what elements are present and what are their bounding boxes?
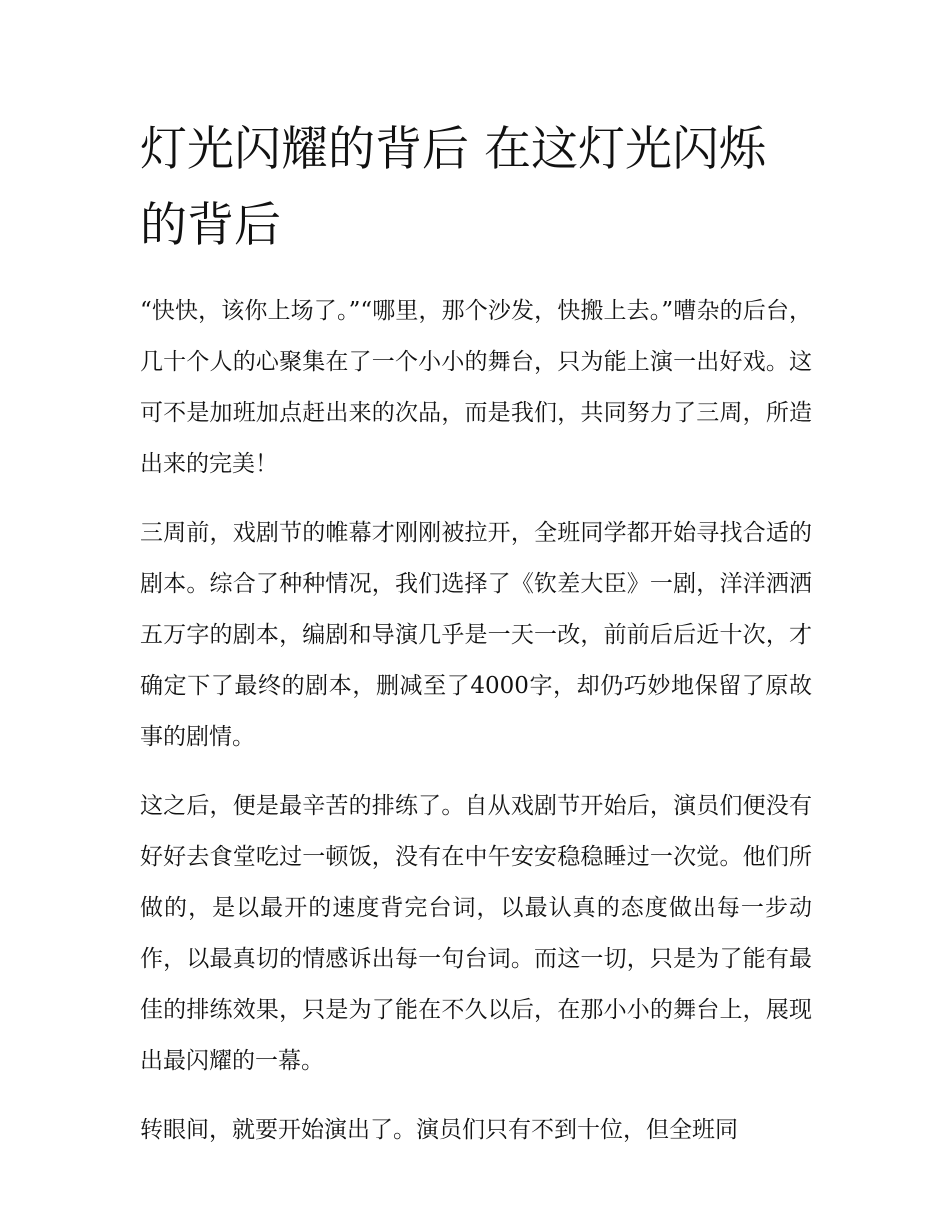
document-page	[140, 0, 812, 1156]
paragraph-3: 这之后，便是最辛苦的排练了。自从戏剧节开始后，演员们便没有好好去食堂吃过一顿饭，没有在中午安安稳稳睡过一次觉。他们所做的，是以最开的速度背完台词，以最认真的态度做出每一步动作，以最真切的情感诉出每一句台词。而这一切，只是为了能有最佳的排练效果，只是为了能在不久以后，在那小小的舞台上，展现出最闪耀的一幕。	[140, 793, 812, 1074]
paragraph-2: 三周前，戏剧节的帷幕才刚刚被拉开，全班同学都开始寻找合适的剧本。综合了种种情况，我们选择了《钦差大臣》一剧，洋洋洒洒五万字的剧本，编剧和导演几乎是一天一改，前前后后近十次，才确定下了最终的剧本，删减至了4000字，却仍巧妙地保留了原故事的剧情。	[140, 520, 812, 750]
paragraph-4: 转眼间，就要开始演出了。演员们只有不到十位，但全班同	[140, 1117, 738, 1143]
document-title: 灯光闪耀的背后 在这灯光闪烁的背后	[140, 122, 766, 253]
paragraph-1: “快快，该你上场了。”“哪里，那个沙发，快搬上去。”嘈杂的后台，几十个人的心聚集在了一个小小的舞台，只为能上演一出好戏。这可不是加班加点赶出来的次品，而是我们，共同努力了三周，所造出来的完美！	[140, 298, 812, 477]
